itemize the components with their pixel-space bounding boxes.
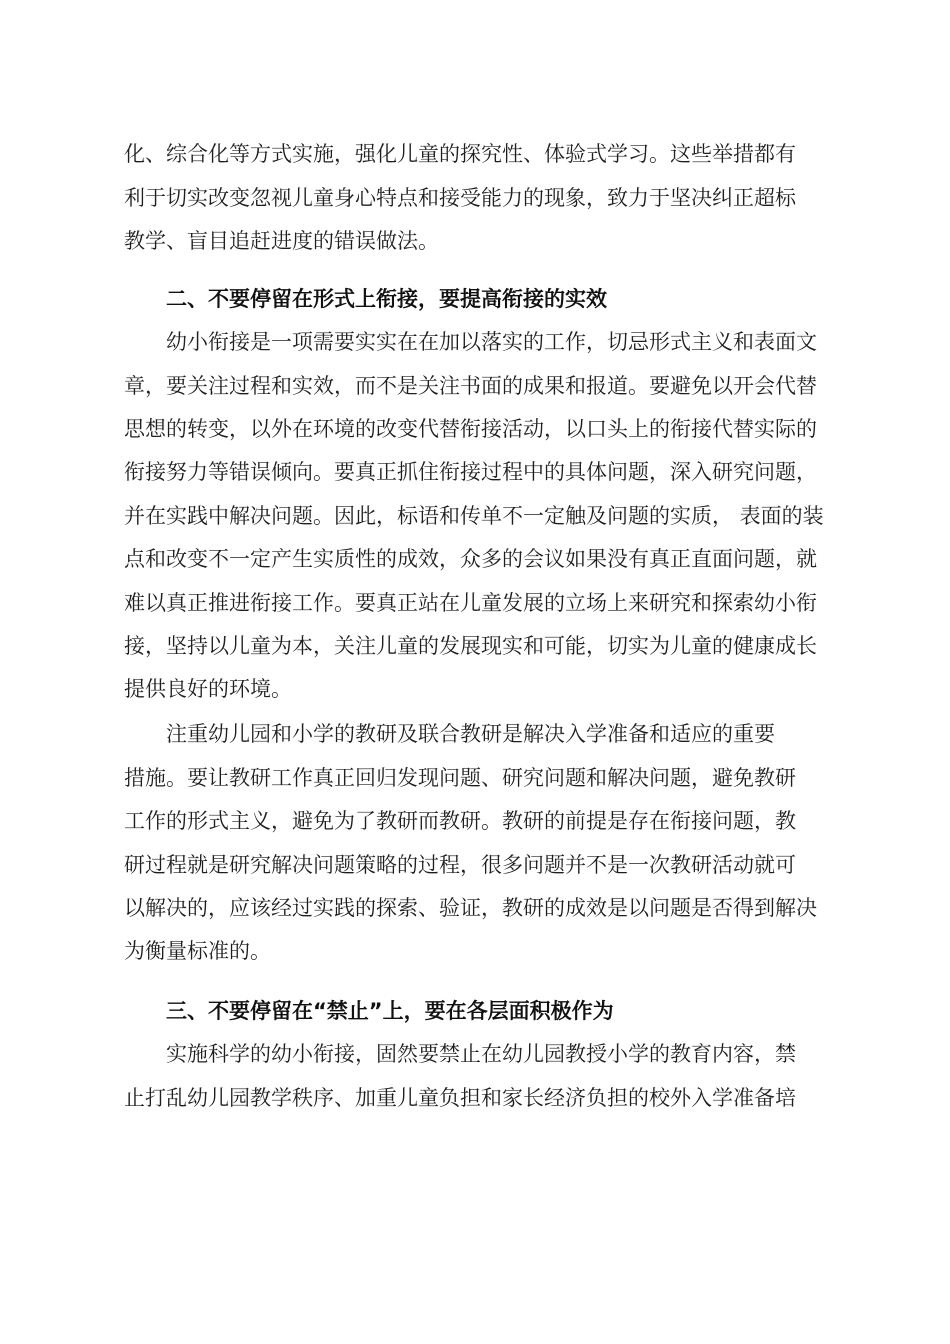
text-line: 教学、盲目追赶进度的错误做法。 [124,229,439,253]
text-line: 措施。要让教研工作真正回归发现问题、研究问题和解决问题，避免教研 [124,766,796,790]
text-line: 化、综合化等方式实施，强化儿童的探究性、体验式学习。这些举措都有 [124,142,796,166]
text-line: 工作的形式主义，避免为了教研而教研。教研的前提是存在衔接问题，教 [124,809,796,833]
text-line: 幼小衔接是一项需要实实在在加以落实的工作，切忌形式主义和表面文 [166,330,817,354]
text-line: 并在实践中解决问题。因此，标语和传单不一定触及问题的实质， 表面的装 [124,504,824,528]
text-line: 研过程就是研究解决问题策略的过程，很多问题并不是一次教研活动就可 [124,853,796,877]
text-line: 为衡量标准的。 [124,939,271,963]
text-line: 点和改变不一定产生实质性的成效，众多的会议如果没有真正直面问题，就 [124,547,817,571]
section-heading-3: 三、不要停留在“禁止”上，要在各层面积极作为 [166,999,614,1023]
section-heading-2: 二、不要停留在形式上衔接，要提高衔接的实效 [166,287,607,311]
text-line: 衔接努力等错误倾向。要真正抓住衔接过程中的具体问题，深入研究问题， [124,460,817,484]
text-line: 利于切实改变忽视儿童身心特点和接受能力的现象，致力于坚决纠正超标 [124,186,796,210]
text-line: 思想的转变，以外在环境的改变代替衔接活动，以口头上的衔接代替实际的 [124,417,817,441]
text-line: 难以真正推进衔接工作。要真正站在儿童发展的立场上来研究和探索幼小衔 [124,591,817,615]
text-line: 接，坚持以儿童为本，关注儿童的发展现实和可能，切实为儿童的健康成长 [124,634,817,658]
text-line: 以解决的，应该经过实践的探索、验证，教研的成效是以问题是否得到解决 [124,896,817,920]
text-line: 提供良好的环境。 [124,677,292,701]
text-line: 实施科学的幼小衔接，固然要禁止在幼儿园教授小学的教育内容，禁 [166,1042,796,1066]
text-line: 止打乱幼儿园教学秩序、加重儿童负担和家长经济负担的校外入学准备培 [124,1086,796,1110]
text-line: 章，要关注过程和实效，而不是关注书面的成果和报道。要避免以开会代替 [124,374,817,398]
text-line: 注重幼儿园和小学的教研及联合教研是解决入学准备和适应的重要 [166,722,775,746]
